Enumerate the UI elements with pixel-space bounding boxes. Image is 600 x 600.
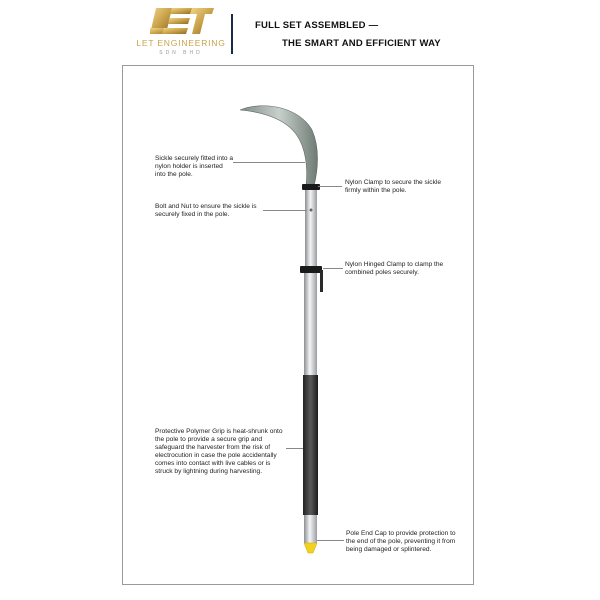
- leader-bolt-nut: [263, 210, 307, 211]
- leader-nylon-clamp: [318, 186, 342, 187]
- nylon-hinged-clamp: [300, 266, 322, 273]
- hinged-clamp-lever: [320, 270, 323, 292]
- annotation-polymer-grip: Protective Polymer Grip is heat-shrunk onto the pole to provide a secure grip and safeguard the harvester from the risk of electrocution in case the pole accidentally comes into contact with live cables or is struck by lightning during harvesting.: [155, 428, 283, 475]
- annotation-end-cap: Pole End Cap to provide protection to the end of the pole, preventing it from being damaged or splintered.: [346, 530, 456, 553]
- leader-sickle-holder: [233, 162, 305, 163]
- annotation-nylon-clamp: Nylon Clamp to secure the sickle firmly within the pole.: [345, 179, 442, 194]
- annotation-bolt-nut: Bolt and Nut to ensure the sickle is securely fixed in the pole.: [155, 203, 257, 218]
- polymer-grip: [303, 375, 318, 515]
- headline-line-1: FULL SET ASSEMBLED —: [255, 20, 379, 31]
- annotation-sickle-holder: Sickle securely fitted into a nylon holder is inserted into the pole.: [155, 155, 234, 178]
- logo-company-suffix: SDN BHD: [159, 50, 203, 56]
- bolt-nut: [310, 209, 313, 212]
- lower-pole: [304, 273, 317, 375]
- pole-end-cap: [304, 543, 317, 553]
- upper-pole: [305, 186, 317, 268]
- nylon-clamp: [302, 184, 320, 190]
- annotation-hinged-clamp: Nylon Hinged Clamp to clamp the combined poles securely.: [345, 261, 444, 276]
- sickle-blade: [240, 106, 318, 186]
- headline-line-2: THE SMART AND EFFICIENT WAY: [282, 38, 441, 49]
- pole-bottom: [304, 515, 317, 543]
- leader-hinged-clamp: [323, 268, 343, 269]
- leader-polymer-grip: [286, 448, 303, 449]
- logo-company-name: LET ENGINEERING: [136, 38, 226, 48]
- leader-end-cap: [317, 540, 344, 541]
